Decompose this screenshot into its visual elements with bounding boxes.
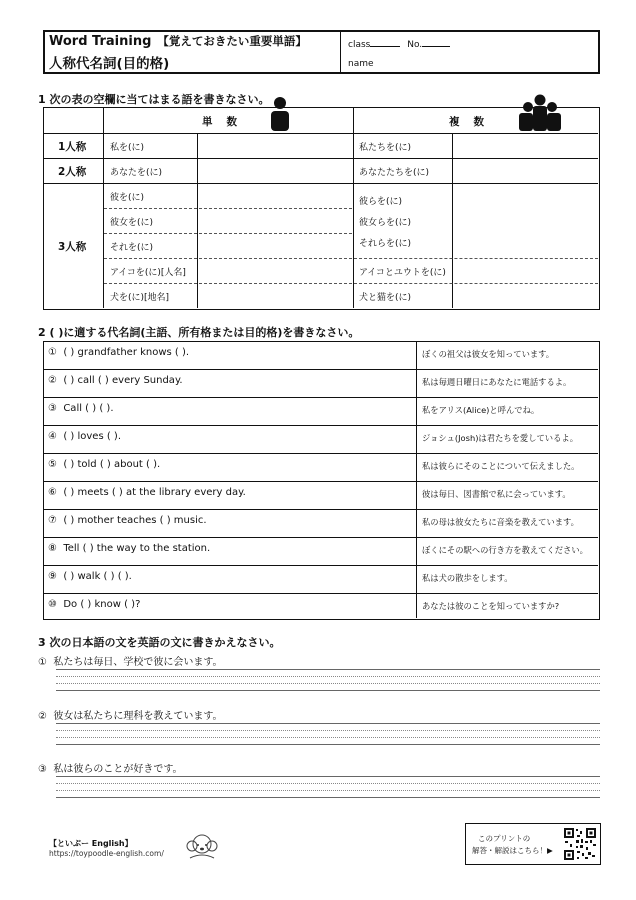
section2-title: 2 ( )に適する代名詞(主語、所有格または目的格)を書きなさい。 bbox=[38, 326, 360, 339]
prompt-number: ② bbox=[38, 711, 47, 722]
question-number: ⑩ bbox=[48, 599, 57, 610]
cell-3rd-plural-those: それらを(に) bbox=[359, 239, 412, 249]
question-english: Do ( ) know ( )? bbox=[63, 599, 141, 610]
answer-guide-line bbox=[56, 737, 600, 738]
no-label: No. bbox=[407, 40, 423, 50]
question-row-9 bbox=[43, 565, 600, 593]
question-japanese: 私は毎週日曜日にあなたに電話するよ。 bbox=[422, 377, 572, 387]
question-number: ② bbox=[48, 375, 57, 386]
class-blank bbox=[370, 37, 400, 47]
answer-line[interactable] bbox=[56, 797, 600, 798]
answer-guide-line bbox=[56, 730, 600, 731]
question-english: ( ) call ( ) every Sunday. bbox=[63, 375, 183, 386]
question-row-5 bbox=[43, 453, 600, 481]
no-blank bbox=[422, 37, 450, 47]
question-english: ( ) told ( ) about ( ). bbox=[63, 459, 161, 470]
question-row-7 bbox=[43, 509, 600, 537]
cell-3rd-singular-he: 彼を(に) bbox=[110, 193, 145, 203]
cell-3rd-singular-aiko: アイコを(に)[人名] bbox=[110, 268, 186, 278]
class-field bbox=[348, 37, 450, 50]
brand-name: 【といぷー English】 bbox=[49, 839, 133, 848]
question-english: ( ) grandfather knows ( ). bbox=[63, 347, 190, 358]
answer-line[interactable] bbox=[56, 723, 600, 724]
qr-code-icon[interactable] bbox=[563, 827, 597, 861]
question-japanese: ぼくにその駅への行き方を教えてください。 bbox=[422, 545, 588, 555]
question-japanese: ジョシュ(Josh)は君たちを愛しているよ。 bbox=[422, 433, 578, 443]
question-english: Tell ( ) the way to the station. bbox=[63, 543, 211, 554]
translation-prompt-3 bbox=[38, 760, 183, 775]
question-row-2 bbox=[43, 369, 600, 397]
cell-3rd-plural-aiko-yuto: アイコとユウトを(に) bbox=[359, 268, 446, 278]
header-divider bbox=[340, 30, 341, 74]
question-english: ( ) mother teaches ( ) music. bbox=[63, 515, 207, 526]
question-number: ⑤ bbox=[48, 459, 57, 470]
cell-2nd-singular: あなたを(に) bbox=[110, 168, 163, 178]
question-number: ④ bbox=[48, 431, 57, 442]
question-row-3 bbox=[43, 397, 600, 425]
name-label: name bbox=[348, 59, 374, 69]
prompt-number: ① bbox=[38, 657, 47, 668]
title-en: Word Training bbox=[49, 34, 152, 49]
cell-3rd-plural-they-f: 彼女らを(に) bbox=[359, 218, 412, 228]
question-number: ③ bbox=[48, 403, 57, 414]
row-label-3rd: 3人称 bbox=[58, 241, 87, 253]
translation-prompt-1 bbox=[38, 653, 223, 668]
cell-3rd-singular-it: それを(に) bbox=[110, 243, 154, 253]
answer-line[interactable] bbox=[56, 669, 600, 670]
site-url[interactable]: https://toypoodle-english.com/ bbox=[49, 849, 164, 858]
question-japanese: 私をアリス(Alice)と呼んでね。 bbox=[422, 405, 540, 415]
question-number: ⑥ bbox=[48, 487, 57, 498]
cell-3rd-singular-she: 彼女を(に) bbox=[110, 218, 154, 228]
cell-1st-singular: 私を(に) bbox=[110, 143, 145, 153]
question-row-10 bbox=[43, 593, 600, 621]
row-label-1st: 1人称 bbox=[58, 141, 87, 153]
question-japanese: 私は犬の散歩をします。 bbox=[422, 573, 513, 583]
cell-3rd-plural-they: 彼らを(に) bbox=[359, 197, 403, 207]
question-row-8 bbox=[43, 537, 600, 565]
answer-guide-line bbox=[56, 783, 600, 784]
row-label-2nd: 2人称 bbox=[58, 166, 87, 178]
answer-line[interactable] bbox=[56, 690, 600, 691]
prompt-text: 私は彼らのことが好きです。 bbox=[53, 764, 183, 775]
question-japanese: 彼は毎日、図書館で私に会っています。 bbox=[422, 489, 571, 499]
question-english: ( ) loves ( ). bbox=[63, 431, 122, 442]
question-english: ( ) walk ( ) ( ). bbox=[63, 571, 132, 582]
worksheet-subtitle: 人称代名詞(目的格) bbox=[49, 56, 170, 72]
cell-2nd-plural: あなたたちを(に) bbox=[359, 168, 430, 178]
answer-key-line1: このプリントの bbox=[478, 834, 531, 843]
answer-line[interactable] bbox=[56, 776, 600, 777]
answer-line[interactable] bbox=[56, 744, 600, 745]
question-row-6 bbox=[43, 481, 600, 509]
answer-guide-line bbox=[56, 683, 600, 684]
col-plural: 複数 bbox=[449, 116, 498, 128]
answer-guide-line bbox=[56, 790, 600, 791]
question-number: ⑧ bbox=[48, 543, 57, 554]
class-label: class bbox=[348, 40, 371, 50]
question-number: ⑦ bbox=[48, 515, 57, 526]
prompt-number: ③ bbox=[38, 764, 47, 775]
cell-3rd-singular-dog: 犬を(に)[地名] bbox=[110, 293, 170, 303]
section1-title: 1 次の表の空欄に当てはまる語を書きなさい。 bbox=[38, 93, 270, 106]
translation-prompt-2 bbox=[38, 707, 223, 722]
cell-1st-plural: 私たちを(に) bbox=[359, 143, 412, 153]
prompt-text: 彼女は私たちに理科を教えています。 bbox=[53, 711, 223, 722]
question-english: Call ( ) ( ). bbox=[63, 403, 114, 414]
question-row-1 bbox=[43, 341, 600, 369]
question-japanese: 私は彼らにそのことについて伝えました。 bbox=[422, 461, 580, 471]
worksheet-title bbox=[49, 33, 307, 49]
question-row-4 bbox=[43, 425, 600, 453]
section3-title: 3 次の日本語の文を英語の文に書きかえなさい。 bbox=[38, 636, 281, 649]
question-japanese: ぼくの祖父は彼女を知っています。 bbox=[422, 349, 555, 359]
poodle-icon bbox=[182, 830, 222, 862]
answer-key-line2: 解答・解説はこちら！▶ bbox=[472, 846, 553, 855]
prompt-text: 私たちは毎日、学校で彼に会います。 bbox=[53, 657, 223, 668]
col-singular: 単数 bbox=[202, 116, 251, 128]
question-number: ⑨ bbox=[48, 571, 57, 582]
cell-3rd-plural-dog-cat: 犬と猫を(に) bbox=[359, 293, 412, 303]
title-sub: 【覚えておきたい重要単語】 bbox=[157, 34, 307, 48]
pronoun-table bbox=[43, 107, 600, 310]
question-japanese: あなたは彼のことを知っていますか? bbox=[422, 601, 560, 611]
answer-guide-line bbox=[56, 676, 600, 677]
question-number: ① bbox=[48, 347, 57, 358]
question-english: ( ) meets ( ) at the library every day. bbox=[63, 487, 246, 498]
question-japanese: 私の母は彼女たちに音楽を教えています。 bbox=[422, 517, 579, 527]
